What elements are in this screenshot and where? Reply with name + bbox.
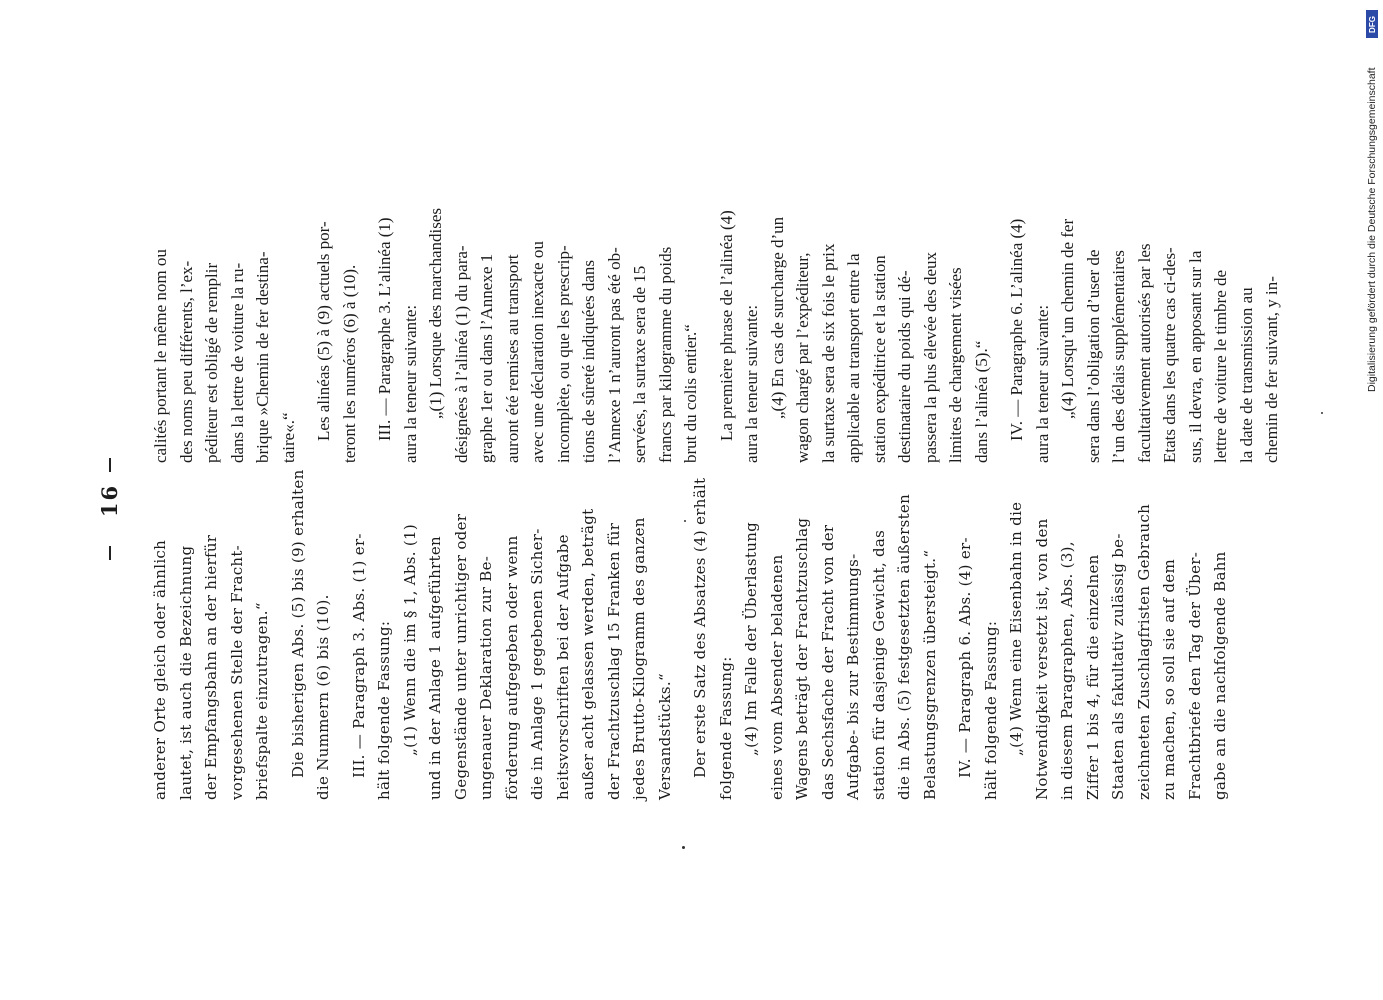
french-line: sus, il devra, en apposant sur la (1185, 250, 1205, 463)
german-line: der Empfangsbahn an der hierfür (202, 534, 220, 800)
french-line: III. — Paragraphe 3. L’alinéa (1) (375, 217, 394, 441)
french-line: applicable au transport entre la (844, 253, 863, 463)
french-line: brut du colis entier.“ (681, 324, 700, 463)
german-paragraph (739, 460, 943, 800)
french-line: „(4) Lorsqu’un chemin de fer (1058, 218, 1077, 419)
german-line: folgende Fassung: (716, 656, 735, 800)
digitization-credit: Digitalisierung gefördert durch die Deutsche Forschungsgemeinschaft (1366, 67, 1378, 392)
german-paragraph (347, 460, 398, 800)
french-line: Etats dans les quatre cas ci-des- (1160, 247, 1179, 463)
german-line: eines vom Absender beladenen (767, 554, 786, 800)
german-paragraph (1004, 460, 1234, 800)
german-line: die Nummern (6) bis (10). (314, 594, 332, 800)
french-line: La première phrase de l’alinéa (4) (716, 210, 736, 441)
german-line: III. — Paragraph 3. Abs. (1) er- (349, 533, 368, 778)
german-line: das Sechsfache der Fracht von der (818, 524, 837, 800)
french-line: des noms peu différents, l’ex- (176, 260, 196, 463)
french-line: servées, la surtaxe sera de 15 (630, 265, 649, 463)
french-paragraph (714, 163, 765, 463)
german-line: in diesem Paragraphen, Abs. (3), (1058, 541, 1076, 800)
german-line: zeichneten Zuschlagfristen Gebrauch (1134, 503, 1153, 800)
french-line: la date de transmission au (1236, 287, 1256, 463)
french-line: calités portant le même nom ou (151, 249, 170, 463)
french-line: graphe 1er ou dans l’Annexe 1 (477, 253, 496, 463)
dfg-logo: DFG (1366, 10, 1378, 38)
french-line: destinataire du poids qui dé- (895, 270, 914, 463)
french-line: lettre de voiture le timbre de (1211, 269, 1230, 463)
german-line: jedes Brutto-Kilogramm des ganzen (630, 517, 648, 800)
french-line: l’Annexe 1 n’auront pas été ob- (604, 247, 624, 463)
french-line: aura la teneur suivante: (1032, 304, 1052, 463)
french-line: station expéditrice et la station (869, 255, 889, 463)
german-line: Frachtbriefe den Tag der Über- (1185, 551, 1204, 800)
french-line: auront été remises au transport (502, 254, 522, 463)
german-paragraph (953, 460, 1004, 800)
german-line: anderer Orte gleich oder ähnlich (151, 539, 169, 800)
german-line: „(4) Im Falle der Überlastung (742, 521, 760, 756)
german-line: die in Abs. (5) festgesetzten äußersten (895, 493, 913, 800)
french-line: limites de chargement visées (946, 267, 965, 463)
german-line: IV. — Paragraph 6. Abs. (4) er- (956, 537, 974, 778)
german-line: hält folgende Fassung: (375, 620, 393, 800)
german-line: station für dasjenige Gewicht, das (869, 529, 888, 800)
german-line: Versandstücks.“ (655, 673, 674, 800)
german-line: vorgesehenen Stelle der Fracht- (227, 544, 246, 800)
page-number-dash-bottom (109, 546, 111, 560)
french-paragraph (423, 163, 704, 463)
french-line: facultativement autorisés par les (1134, 243, 1154, 463)
french-line: tions de sûreté indiquées dans (579, 259, 598, 463)
french-line: aura la teneur suivante: (742, 304, 761, 463)
french-line: la surtaxe sera de six fois le prix (818, 243, 838, 463)
french-line: francs par kilogramme du poids (655, 246, 675, 463)
french-line: „(4) En cas de surcharge d’un (767, 216, 787, 419)
french-line: passera la plus élevée des deux (920, 252, 940, 463)
german-line: ungenauer Deklaration zur Be- (477, 555, 495, 800)
german-line: „(4) Wenn eine Eisenbahn in die (1007, 501, 1025, 756)
german-line: „(1) Wenn die im § 1, Abs. (1) (400, 523, 419, 756)
french-line: avec une déclaration inexacte ou (528, 241, 547, 463)
scan-speck (1321, 412, 1323, 414)
french-paragraph (1004, 163, 1055, 463)
french-line: teront les numéros (6) à (10). (339, 264, 359, 463)
german-line: Belastungsgrenzen übersteigt.“ (920, 549, 939, 800)
french-line: wagon chargé par l’expéditeur, (793, 252, 812, 463)
page-number-dash-top (109, 458, 111, 472)
german-paragraph (688, 460, 739, 800)
french-line: désignées à l’alinéa (1) du para- (451, 245, 471, 463)
french-paragraph (311, 163, 362, 463)
french-line: sera dans l’obligation d’user de (1083, 249, 1103, 463)
german-paragraph (398, 460, 679, 800)
german-paragraph (286, 460, 337, 800)
french-paragraph (765, 163, 995, 463)
scan-speck (684, 520, 686, 522)
german-line: hält folgende Fassung: (981, 620, 1000, 800)
french-text-column (148, 163, 1285, 463)
german-line: Aufgabe- bis zur Bestimmungs- (844, 553, 862, 800)
german-line: Der erste Satz des Absatzes (4) erhält (691, 477, 709, 778)
german-line: Ziffer 1 bis 4, für die einzelnen (1083, 554, 1102, 800)
german-line: und in der Anlage 1 aufgeführten (426, 536, 444, 800)
german-line: Die bisherigen Abs. (5) bis (9) erhalten (288, 469, 307, 778)
german-line: briefspalte einzutragen.“ (253, 602, 271, 800)
german-line: außer acht gelassen werden, beträgt (579, 508, 597, 800)
french-paragraph (1055, 163, 1285, 463)
german-line: lautet, ist auch die Bezeichnung (176, 545, 195, 800)
page-number: 16 (97, 483, 123, 517)
french-line: péditeur est obligé de remplir (202, 262, 221, 463)
french-paragraph (372, 163, 423, 463)
french-line: brique »Chemin de fer destina- (253, 251, 272, 463)
french-line: chemin de fer suivant, y in- (1262, 276, 1281, 463)
french-line: Les alinéas (5) à (9) actuels por- (314, 221, 333, 441)
french-paragraph (148, 163, 301, 463)
german-line: zu machen, so soll sie auf dem (1160, 559, 1178, 800)
french-line: aura la teneur suivante: (400, 304, 420, 463)
french-line: incomplète, ou que les prescrip- (553, 245, 573, 463)
german-line: die in Anlage 1 gegebenen Sicher- (528, 528, 546, 800)
german-line: Wagens beträgt der Frachtzuschlag (793, 517, 811, 800)
german-line: gabe an die nachfolgende Bahn (1211, 551, 1229, 800)
german-line: der Frachtzuschlag 15 Franken für (604, 522, 623, 800)
german-line: förderung aufgegeben oder wenn (502, 535, 521, 800)
german-paragraph (148, 460, 276, 800)
german-text-column (148, 460, 1234, 800)
french-line: dans la lettre de voiture la ru- (227, 262, 247, 463)
scan-speck (682, 846, 685, 849)
german-line: Staaten als fakultativ zulässig be- (1109, 533, 1127, 800)
french-line: l’un des délais supplémentaires (1109, 250, 1128, 463)
german-line: heitsvorschriften bei der Aufgabe (553, 534, 572, 800)
french-line: dans l’alinéa (5).“ (971, 340, 991, 463)
french-line: taire«.“ (278, 412, 298, 463)
german-line: Notwendigkeit versetzt ist, von den (1032, 518, 1051, 800)
french-line: IV. — Paragraphe 6. L’alinéa (4) (1007, 218, 1026, 441)
german-line: Gegenstände unter unrichtiger oder (451, 513, 470, 800)
french-line: „(1) Lorsque des marchandises (426, 207, 445, 419)
